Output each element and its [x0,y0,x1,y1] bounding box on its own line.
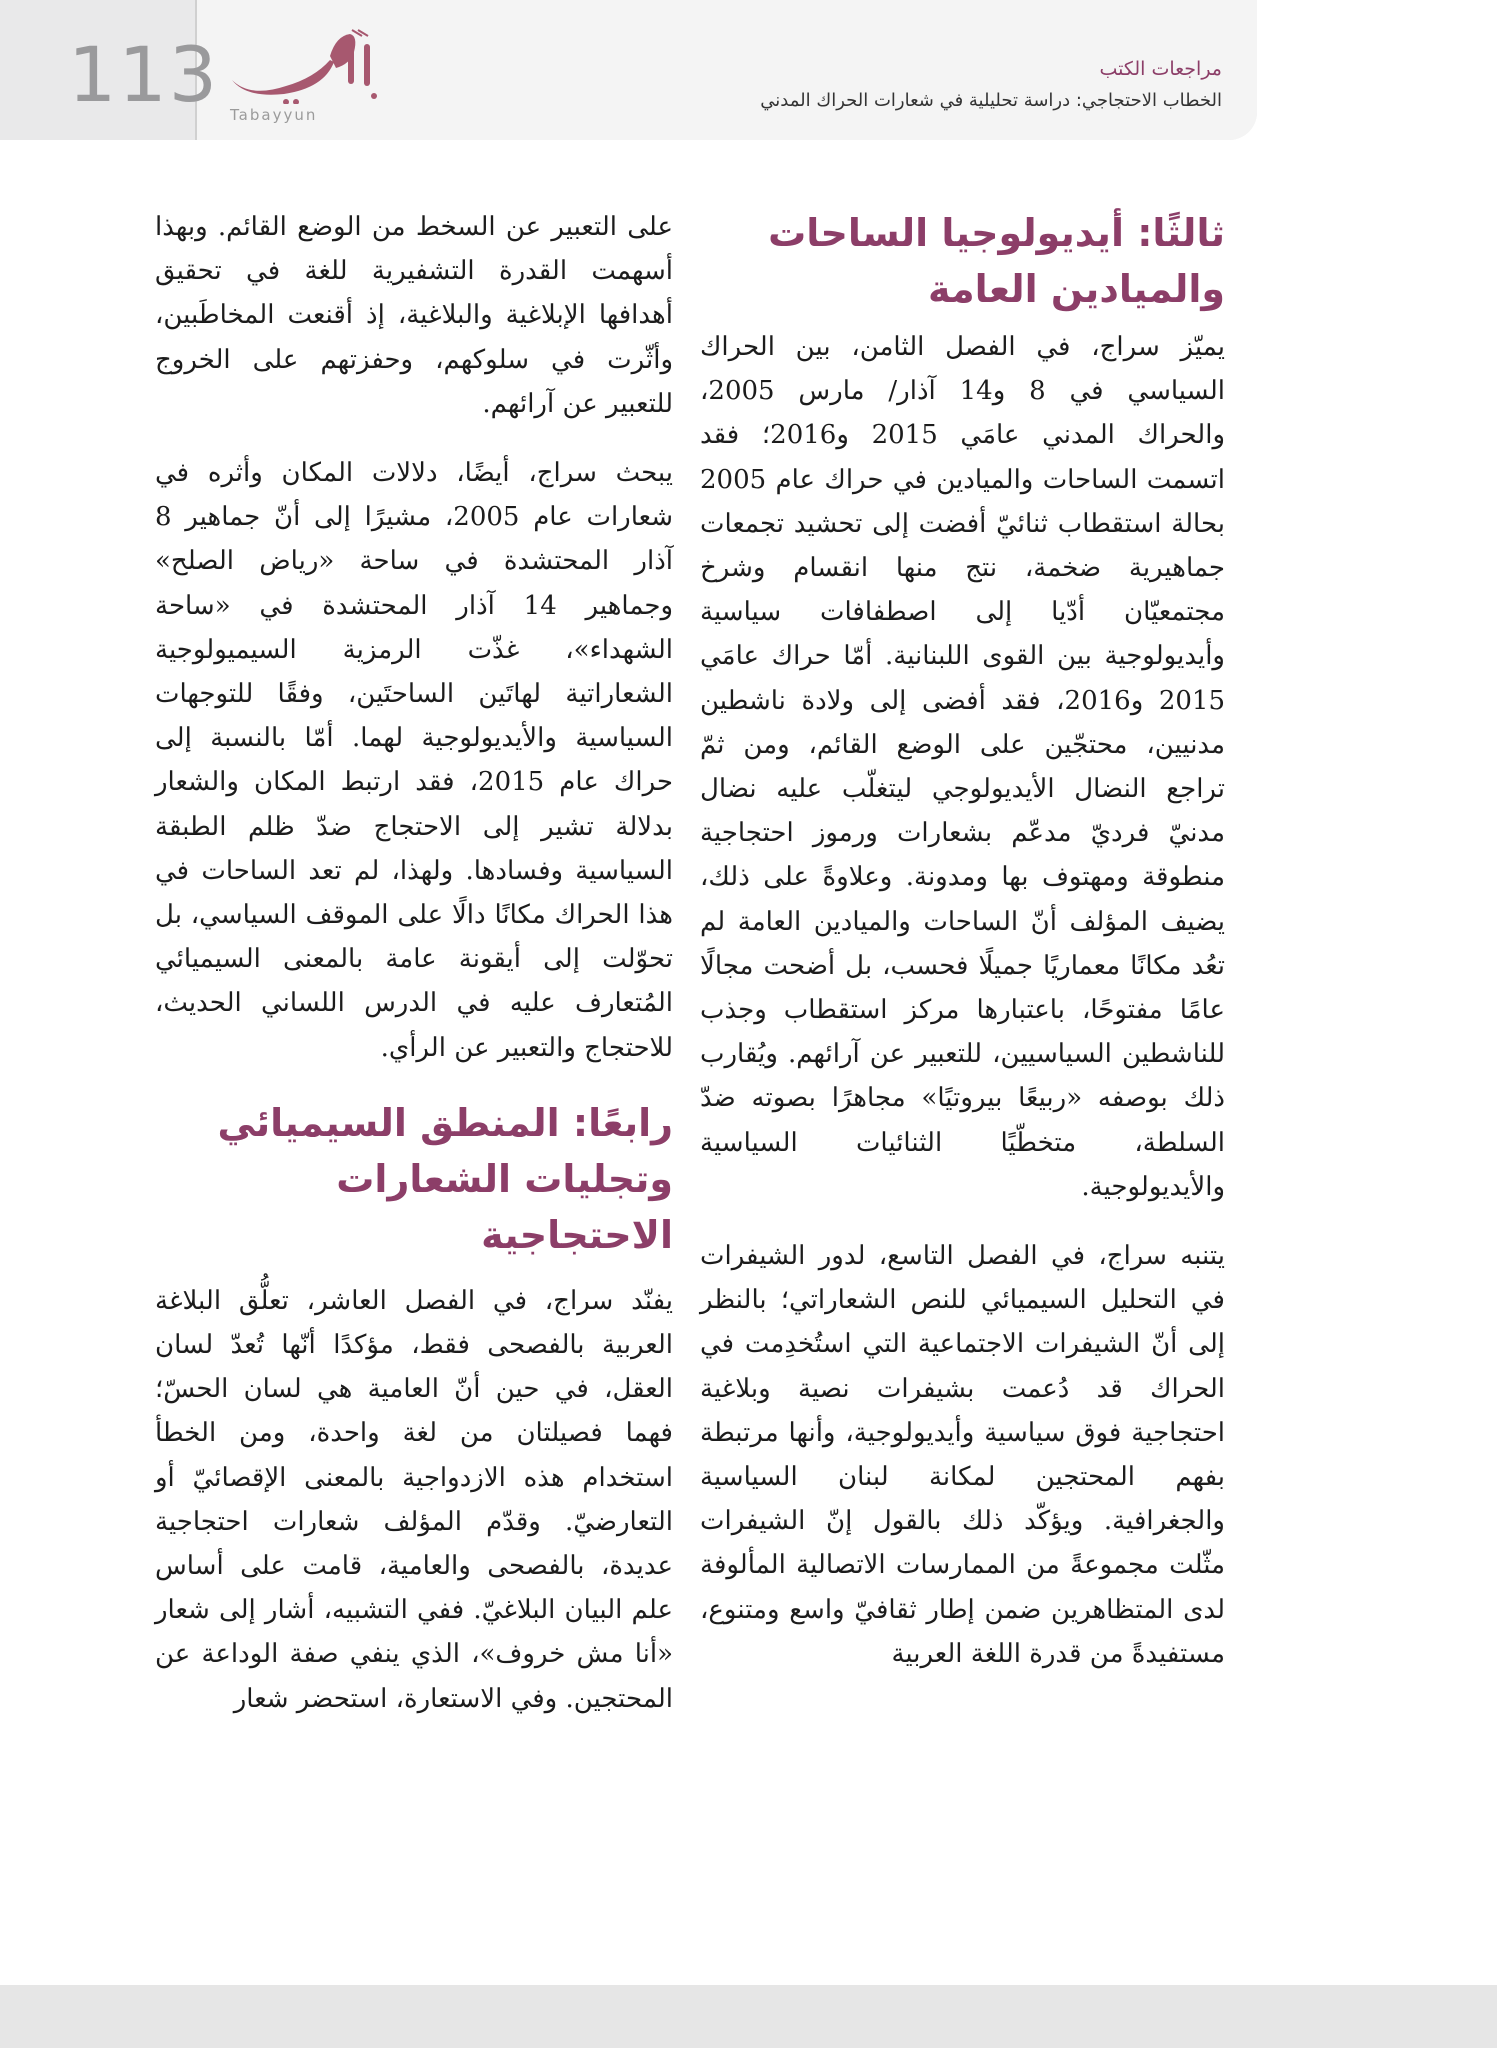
right-column [700,205,1225,1701]
logo [212,28,392,128]
paragraph: يتنبه سراج، في الفصل التاسع، لدور الشيفرات في التحليل السيميائي للنص الشعاراتي؛ بالنظر إلى أنّ الشيفرات الاجتماعية التي استُخدِمت في الحراك قد دُعمت بشيفرات نصية وبلاغية احتجاجية فوق سياسية وأيديولوجية، وأنها مرتبطة بفهم المحتجين لمكانة لبنان السياسية والجغرافية. ويؤكّد ذلك بالقول إنّ الشيفرات مثّلت مجموعةً من الممارسات الاتصالية المألوفة لدى المتظاهرين ضمن إطار ثقافيّ واسع ومتنوع، مستفيدةً من قدرة اللغة العربية [700,1241,1225,1669]
paragraph: يفنّد سراج، في الفصل العاشر، تعلُّق البلاغة العربية بالفصحى فقط، مؤكدًا أنّها تُعدّ لسان العقل، في حين أنّ العامية هي لسان الحسّ؛ فهما فصيلتان من لغة واحدة، ومن الخطأ استخدام هذه الازدواجية بالمعنى الإقصائيّ أو التعارضيّ. وقدّم المؤلف شعارات احتجاجية عديدة، بالفصحى والعامية، قامت على أساس علم البيان البلاغيّ. ففي التشبيه، أشار إلى شعار «أنا مش خروف»، الذي ينفي صفة الوداعة عن المحتجين. وفي الاستعارة، استحضر شعار [155,1285,673,1714]
paragraph: يميّز سراج، في الفصل الثامن، بين الحراك السياسي في 8 و14 آذار/ مارس 2005، والحراك المدني عامَي 2015 و2016؛ فقد اتسمت الساحات والميادين في حراك عام 2005 بحالة استقطاب ثنائيّ أفضت إلى تحشيد تجمعات جماهيرية ضخمة، نتج منها انقسام وشرخ مجتمعيّان أدّيا إلى اصطفافات سياسية وأيديولوجية بين القوى اللبنانية. أمّا حراك عامَي 2015 و2016، فقد أفضى إلى ولادة ناشطين مدنيين، محتجّين على الوضع القائم، ومن ثمّ تراجع النضال الأيديولوجي ليتغلّب عليه نضال مدنيّ فرديّ مدعّم بشعارات ورموز احتجاجية منطوقة ومهتوف بها ومدونة. وعلاوةً على ذلك، يضيف المؤلف أنّ الساحات والميادين العامة لم تعُد مكانًا معماريًا جميلًا فحسب، بل أضحت مجالًا عامًا مفتوحًا، باعتبارها مركز استقطاب وجذب للناشطين السياسيين، للتعبير عن آرائهم. ويُقارب ذلك بوصفه «ربيعًا بيروتيًا» مجاهرًا بصوته ضدّ السلطة، متخطّيًا الثنائيات السياسية والأيديولوجية. [700,332,1226,1202]
page-number: 113 [68,30,220,119]
section-heading-fourth: رابعًا: المنطق السيميائي وتجليات الشعارات الاحتجاجية [217,1100,673,1257]
paragraph: على التعبير عن السخط من الوضع القائم. وبهذا أسهمت القدرة التشفيرية للغة في تحقيق أهدافها الإبلاغية والبلاغية، إذ أقنعت المخاطَبين، وأثّرت في سلوكهم، وحفزتهم على الخروج للتعبير عن آرائهم. [155,212,673,419]
section-title: مراجعات الكتب [1099,58,1222,80]
tabayyun-logo-icon [212,28,392,104]
section-heading-third: ثالثًا: أيديولوجيا الساحات والميادين العامة [768,211,1225,311]
left-column [155,205,673,1746]
logo-latin-text: Tabayyun [230,106,318,124]
running-article-title: الخطاب الاحتجاجي: دراسة تحليلية في شعارات الحراك المدني [760,90,1222,111]
footer-band [0,1985,1497,2048]
paragraph: يبحث سراج، أيضًا، دلالات المكان وأثره في شعارات عام 2005، مشيرًا إلى أنّ جماهير 8 آذار المحتشدة في ساحة «رياض الصلح» وجماهير 14 آذار المحتشدة في «ساحة الشهداء»، غذّت الرمزية السيميولوجية الشعاراتية لهاتَين الساحتَين، وفقًا للتوجهات السياسية والأيديولوجية لهما. أمّا بالنسبة إلى حراك عام 2015، فقد ارتبط المكان والشعار بدلالة تشير إلى الاحتجاج ضدّ ظلم الطبقة السياسية وفسادها. ولهذا، لم تعد الساحات في هذا الحراك مكانًا دالًا على الموقف السياسي، بل تحوّلت إلى أيقونة عامة بالمعنى السيميائي المُتعارف عليه في الدرس اللساني الحديث، للاحتجاج والتعبير عن الرأي. [155,458,674,1063]
